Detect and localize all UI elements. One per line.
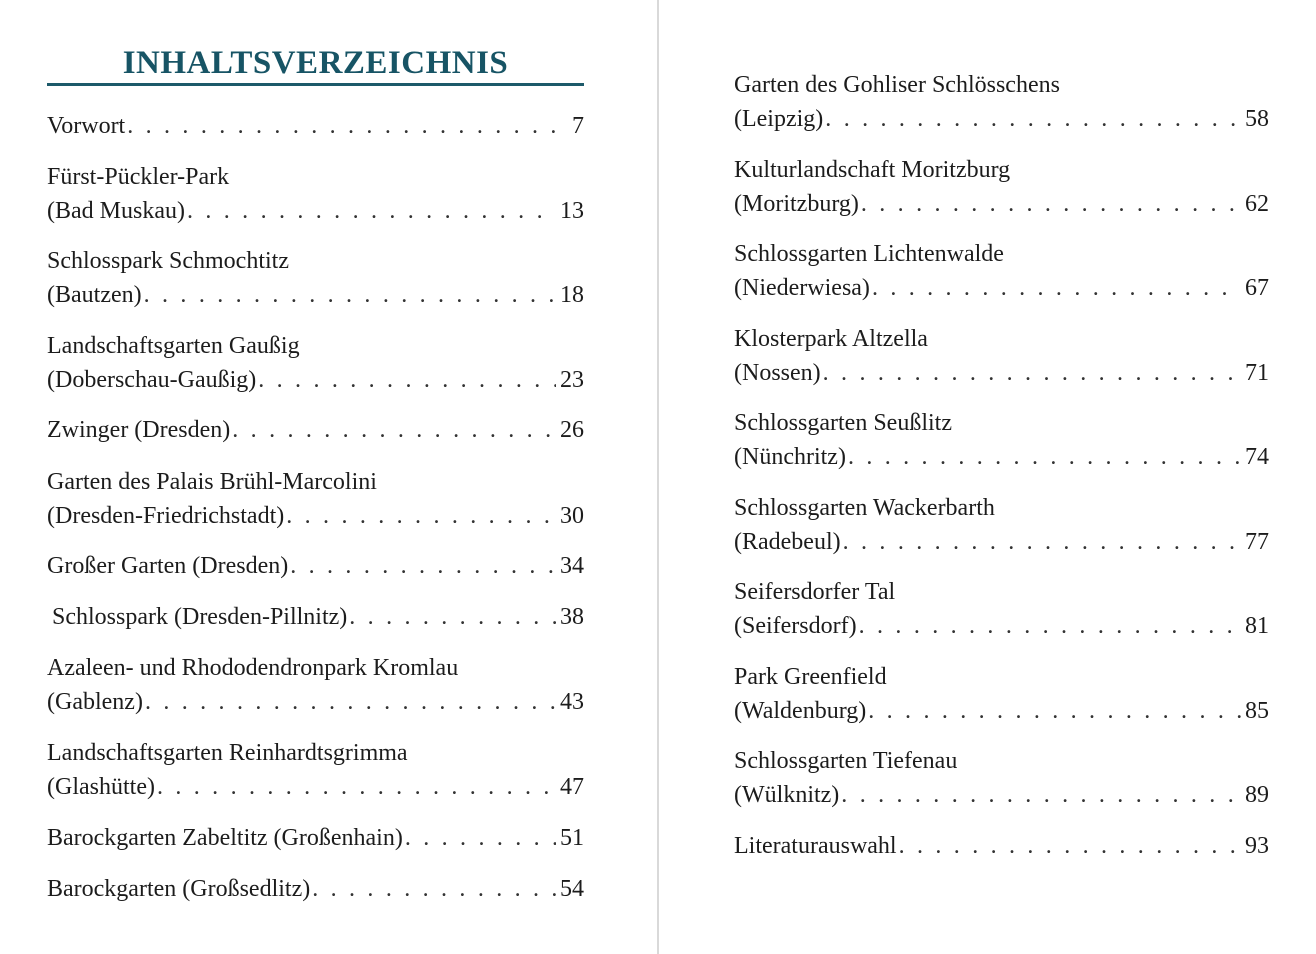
toc-entry-schlosspark-schmochtitz[interactable] [47,244,584,312]
toc-entry-wackerbarth[interactable] [734,491,1269,559]
dot-leader [823,356,1241,390]
dot-leader [349,600,556,634]
toc-entry-title: Schlossgarten Tiefenau [734,748,958,774]
toc-page-number: 89 [1245,782,1269,808]
toc-page-number: 81 [1245,613,1269,639]
dot-leader [843,525,1241,559]
toc-entry-kromlau[interactable] [47,651,584,719]
toc-page-number: 18 [560,282,584,308]
toc-entry-title: Klosterpark Altzella [734,326,928,352]
toc-page-number: 71 [1245,360,1269,386]
toc-entry-title: Schlosspark (Dresden-Pillnitz) [52,604,348,630]
toc-entry-title: Barockgarten Zabeltitz (Großenhain) [47,825,403,851]
toc-entry-location: (Nossen) [734,360,821,386]
toc-heading [47,40,584,86]
dot-leader [899,829,1241,863]
left-page [47,0,584,954]
toc-page-number: 38 [560,604,584,630]
toc-entry-grosser-garten[interactable] [47,549,584,583]
dot-leader [145,685,556,719]
dot-leader [187,194,556,228]
toc-entry-location: (Seifersdorf) [734,613,857,639]
toc-page-number: 43 [560,689,584,715]
dot-leader [232,413,556,447]
toc-entry-grosssedlitz[interactable] [47,872,584,906]
toc-entry-park-greenfield[interactable] [734,660,1269,728]
toc-page-number: 62 [1245,191,1269,217]
dot-leader [144,278,556,312]
dot-leader [405,821,556,855]
toc-entry-location: (Wülknitz) [734,782,840,808]
dot-leader [127,109,568,143]
toc-entry-title: Literaturauswahl [734,833,897,859]
dot-leader [861,187,1241,221]
toc-entry-location: (Waldenburg) [734,698,867,724]
toc-entry-seifersdorfer-tal[interactable] [734,575,1269,643]
toc-entry-location: (Niederwiesa) [734,275,870,301]
dot-leader [868,694,1241,728]
toc-entry-title: Landschaftsgarten Gaußig [47,333,300,359]
toc-entry-title: Seifersdorfer Tal [734,579,896,605]
toc-page-number: 85 [1245,698,1269,724]
toc-entry-location: (Bad Muskau) [47,198,185,224]
toc-entry-palais-bruehl-marcolini[interactable] [47,465,584,533]
toc-entry-title: Schlossgarten Lichtenwalde [734,241,1004,267]
toc-entry-landschaftsgarten-gaussig[interactable] [47,329,584,397]
toc-entry-vorwort[interactable] [47,109,584,143]
dot-leader [157,770,556,804]
page-spread-divider [657,0,659,954]
toc-page-number: 30 [560,503,584,529]
toc-page-number: 26 [560,417,584,443]
toc-entry-title: Schlosspark Schmochtitz [47,248,289,274]
toc-entry-title: Vorwort [47,113,126,139]
toc-entry-location: (Dresden-Friedrichstadt) [47,503,285,529]
toc-page-number: 58 [1245,106,1269,132]
toc-page-number: 47 [560,774,584,800]
toc-entry-title: Azaleen- und Rhododendronpark Kromlau [47,655,459,681]
dot-leader [825,102,1241,136]
toc-entry-title: Garten des Palais Brühl-Marcolini [47,469,377,495]
toc-page-number: 34 [560,553,584,579]
dot-leader [859,609,1241,643]
toc-entry-altzella[interactable] [734,322,1269,390]
toc-page-number: 54 [560,876,584,902]
toc-entry-location: (Moritzburg) [734,191,859,217]
toc-entry-location: (Gablenz) [47,689,143,715]
toc-entry-title: Großer Garten (Dresden) [47,553,289,579]
toc-entry-location: (Bautzen) [47,282,142,308]
toc-entry-moritzburg[interactable] [734,153,1269,221]
toc-entry-location: (Doberschau-Gaußig) [47,367,257,393]
toc-entry-title: Garten des Gohliser Schlösschens [734,72,1060,98]
toc-entry-title: Schlossgarten Wackerbarth [734,495,995,521]
dot-leader [848,440,1241,474]
toc-entry-zwinger[interactable] [47,413,584,447]
toc-entry-title: Fürst-Pückler-Park [47,164,230,190]
toc-entry-tiefenau[interactable] [734,744,1269,812]
toc-page-number: 23 [560,367,584,393]
right-page [734,0,1269,954]
toc-entry-fuerst-pueckler-park[interactable] [47,160,584,228]
dot-leader [312,872,556,906]
toc-entry-title: Barockgarten (Großsedlitz) [47,876,311,902]
toc-page-number: 13 [560,198,584,224]
toc-heading-text: INHALTSVERZEICHNIS [122,45,509,81]
dot-leader [872,271,1241,305]
dot-leader [258,363,556,397]
toc-entry-title: Park Greenfield [734,664,887,690]
dot-leader [286,499,556,533]
toc-entry-gohliser-schloesschen[interactable] [734,68,1269,136]
toc-page-number: 93 [1245,833,1269,859]
dot-leader [290,549,556,583]
toc-entry-location: (Radebeul) [734,529,841,555]
toc-entry-location: (Glashütte) [47,774,155,800]
dot-leader [841,778,1241,812]
toc-entry-lichtenwalde[interactable] [734,237,1269,305]
toc-entry-seusslitz[interactable] [734,406,1269,474]
toc-page-number: 74 [1245,444,1269,470]
toc-entry-title: Landschaftsgarten Reinhardtsgrimma [47,740,408,766]
toc-entry-title: Schlossgarten Seußlitz [734,410,952,436]
toc-page-number: 67 [1245,275,1269,301]
toc-page-number: 7 [572,113,584,139]
toc-entry-title: Kulturlandschaft Moritzburg [734,157,1011,183]
toc-entry-reinhardtsgrimma[interactable] [47,736,584,804]
toc-entry-title: Zwinger (Dresden) [47,417,231,443]
toc-entry-schlosspark-pillnitz[interactable] [47,600,584,634]
toc-page-number: 77 [1245,529,1269,555]
toc-entry-location: (Nünchritz) [734,444,846,470]
toc-entry-literaturauswahl[interactable] [734,829,1269,863]
toc-entry-zabeltitz[interactable] [47,821,584,855]
toc-page-number: 51 [560,825,584,851]
toc-entry-location: (Leipzig) [734,106,824,132]
